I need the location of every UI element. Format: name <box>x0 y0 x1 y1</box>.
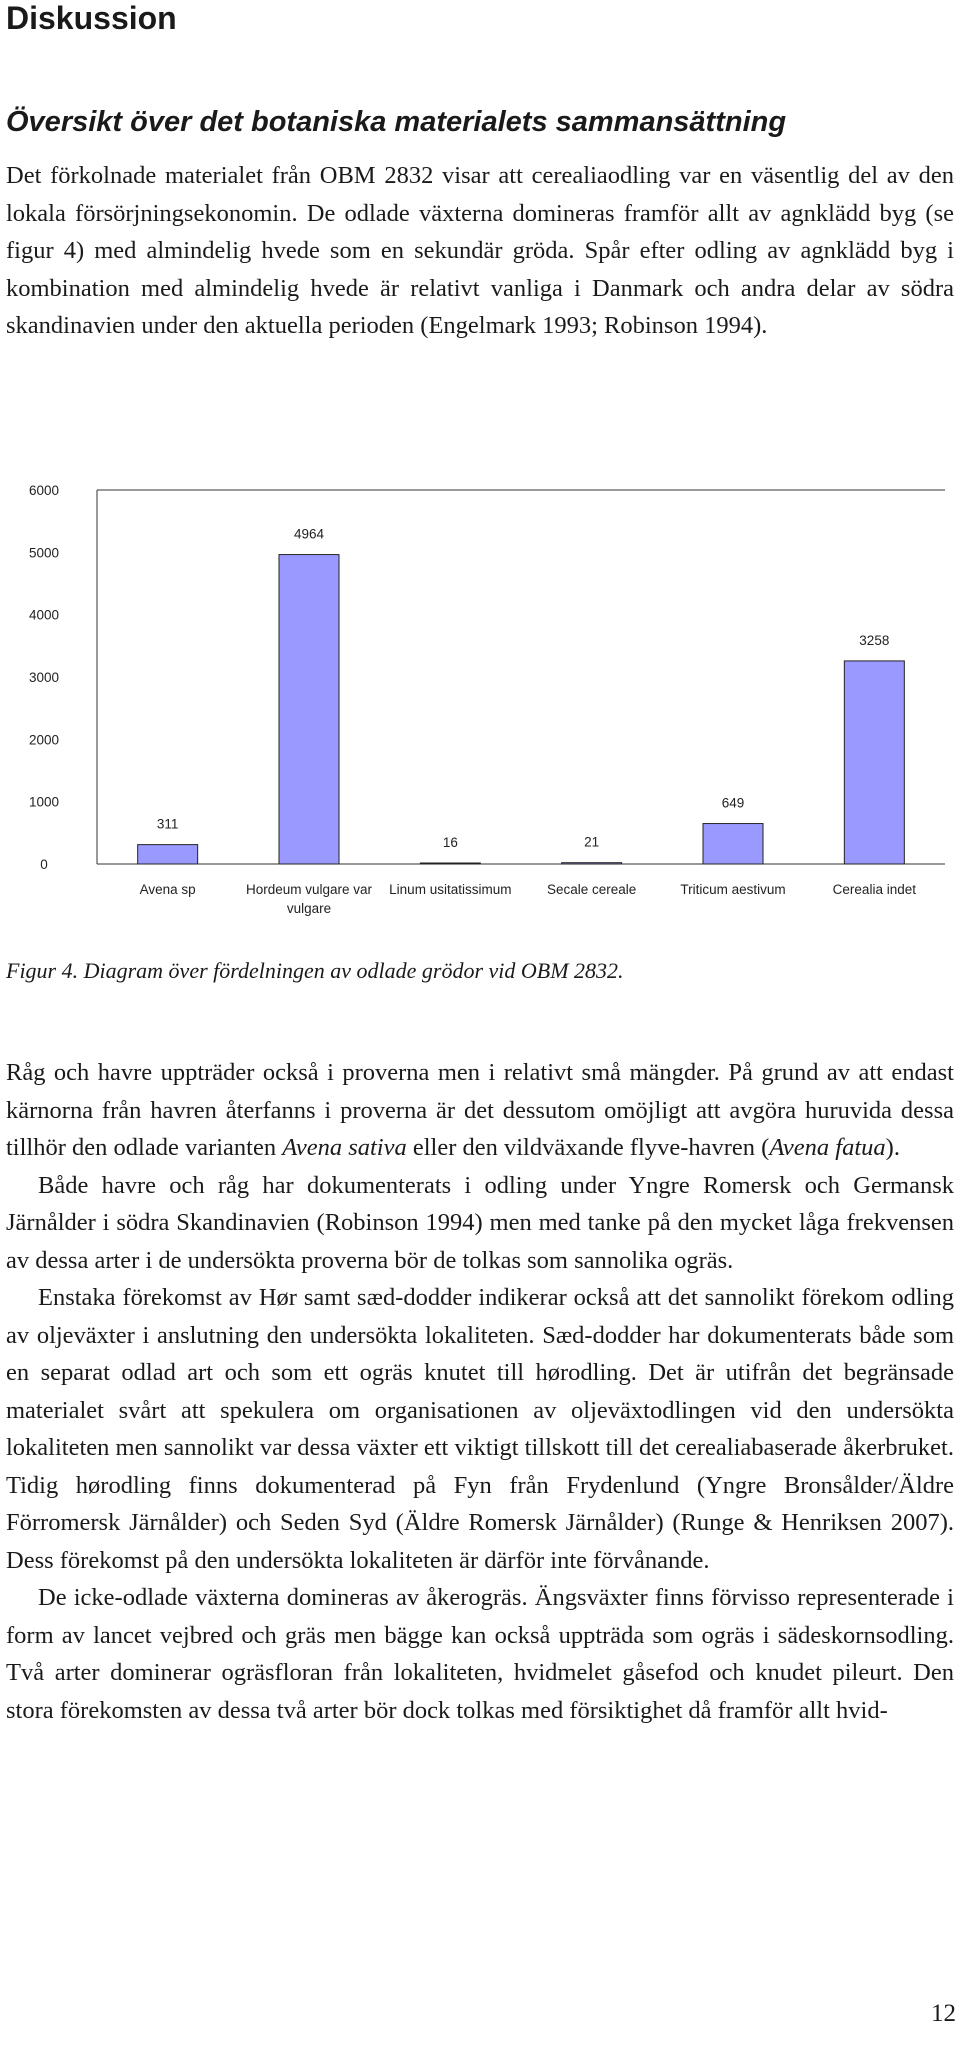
bar <box>703 824 763 864</box>
paragraph-3: Både havre och råg har dokumenterats i odling under Yngre Romersk och Germansk Järnålder i södra Skandinavien (Robinson 1994) men med tanke på den mycket låga frekvensen av dessa arter i de undersökta proverna bör de tolkas som sannolika ogräs. <box>6 1171 954 1274</box>
y-tick-label: 4000 <box>28 607 60 623</box>
paragraph-2-text-b: eller den vildväxande flyve-havren ( <box>406 1134 770 1161</box>
y-tick-label: 6000 <box>28 483 60 498</box>
discussion-text <box>6 1054 954 1729</box>
section-heading: Diskussion <box>6 0 177 36</box>
paragraph-5: De icke-odlade växterna domineras av åkerogräs. Ängsväxter finns förvisso representerade i form av lancet vejbred och gräs men bägge kan också uppträda som ogräs i sädeskornsodling. Två arter dominerar ogräsfloran från lokaliteten, hvidmelet gåsefod och knudet pileurt. Den stora förekomsten av dessa två arter bör dock tolkas med försiktighet då framför allt hvid- <box>6 1584 954 1724</box>
bar-chart-svg <box>0 470 960 930</box>
page-number: 12 <box>931 2000 956 2027</box>
bar <box>562 863 622 864</box>
data-label: 21 <box>584 834 600 850</box>
paragraph-2-text-c: ). <box>885 1134 900 1161</box>
paragraph-4: Enstaka förekomst av Hør samt sæd-dodder indikerar också att det sannolikt förekom odling av oljeväxter i anslutning den undersökta lokaliteten. Sæd-dodder har dokumenterats både som en separat odlad art och som ett ogräs knutet till hørodling. Det är utifrån det begränsade materialet svårt att spekulera om organisationen av oljeväxtodlingen vid den undersökta lokaliteten men sannolikt var dessa växter ett viktigt tillskott till det cerealiabaserade åkerbruket. Tidig hørodling finns dokumenterad på Fyn från Frydenlund (Yngre Bronsålder/Äldre Förromersk Järnålder) och Seden Syd (Äldre Romersk Järnålder) (Runge & Henriksen 2007). Dess förekomst på den undersökta lokaliteten är därför inte förvånande. <box>6 1284 954 1574</box>
y-tick-label: 5000 <box>28 545 60 561</box>
species-name-avena-fatua: Avena fatua <box>769 1134 886 1161</box>
data-label: 3258 <box>859 632 890 648</box>
subsection-heading: Översikt över det botaniska materialets sammansättning <box>6 106 787 138</box>
x-tick-label: Cerealia indet <box>832 882 916 897</box>
bar <box>138 845 198 864</box>
y-tick-label: 0 <box>40 857 48 872</box>
bar <box>279 555 339 864</box>
x-tick-label: vulgare <box>286 901 332 916</box>
species-name-avena-sativa: Avena sativa <box>282 1134 407 1161</box>
x-tick-label: Hordeum vulgare var <box>245 882 373 897</box>
data-label: 4964 <box>293 526 325 542</box>
bar <box>420 863 480 864</box>
y-tick-label: 3000 <box>28 670 60 685</box>
paragraph-2-text-a: Råg och havre uppträder också i proverna men i relativt små mängder. På grund av att endast kärnorna från havren återfanns i proverna är det dessutom omöjligt att avgöra huruvida dessa tillhör den odlade varianten <box>6 1059 954 1161</box>
bar-chart <box>0 470 960 930</box>
x-tick-label: Secale cereale <box>547 882 637 897</box>
data-label: 649 <box>721 795 745 811</box>
intro-text <box>6 157 954 345</box>
y-tick-label: 2000 <box>28 732 60 748</box>
x-tick-label: Linum usitatissimum <box>389 882 512 897</box>
x-tick-label: Avena sp <box>139 882 196 897</box>
paragraph-1: Det förkolnade materialet från OBM 2832 visar att cerealiaodling var en väsentlig del av den lokala försörjningsekonomin. De odlade växterna domineras framför allt av agnklädd byg (se figur 4) med almindelig hvede som en sekundär gröda. Spår efter odling av agnklädd byg i kombination med almindelig hvede är relativt vanliga i Danmark och andra delar av södra skandinavien under den aktuella perioden (Engelmark 1993; Robinson 1994). <box>6 162 954 339</box>
y-tick-label: 1000 <box>28 794 60 810</box>
figure-caption: Figur 4. Diagram över fördelningen av odlade grödor vid OBM 2832. <box>6 958 624 983</box>
bar <box>844 661 904 864</box>
paragraph-2 <box>6 1054 954 1167</box>
data-label: 311 <box>156 816 179 832</box>
data-label: 16 <box>442 835 458 850</box>
x-tick-label: Triticum aestivum <box>680 882 786 897</box>
